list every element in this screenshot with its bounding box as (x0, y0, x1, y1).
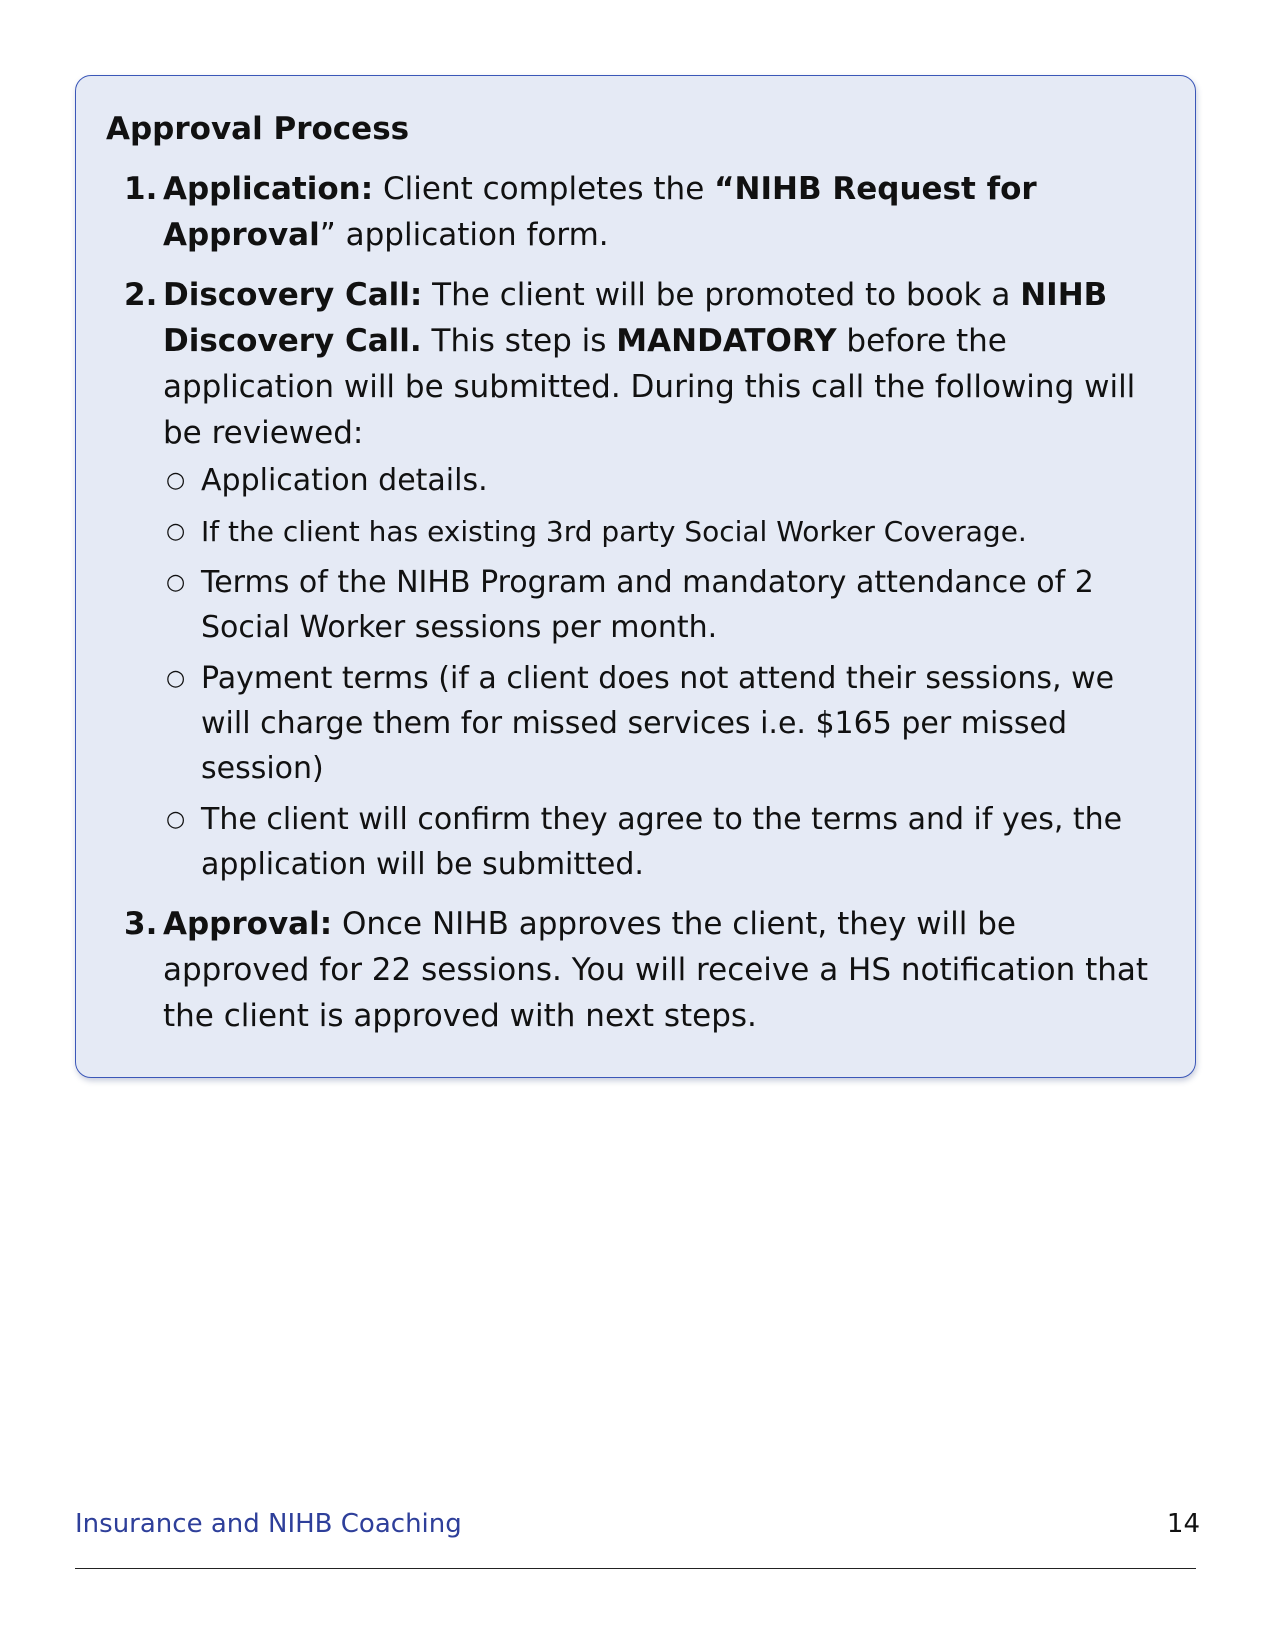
step-text: application form. (335, 217, 609, 253)
hollow-bullet-icon: ○ (166, 570, 186, 595)
footer-document-title: Insurance and NIHB Coaching (75, 1509, 462, 1539)
step-discovery-call (106, 272, 1157, 887)
step-text: before the application will be submitted. During this call the following will be reviewed: (163, 323, 1136, 451)
step-application (106, 166, 1157, 258)
review-items-list (163, 458, 1157, 887)
step-number: 2. (124, 277, 158, 313)
list-item: ○ If the client has existing 3rd party Social Worker Coverage. (163, 509, 1157, 554)
hollow-bullet-icon: ○ (166, 807, 186, 832)
step-number: 3. (124, 906, 158, 942)
quote-open: “ (714, 171, 735, 207)
footer-divider (75, 1568, 1196, 1569)
call-name: NIHB Discovery Call. (163, 277, 1108, 359)
hollow-bullet-icon: ○ (166, 519, 186, 544)
step-label: Discovery Call: (163, 277, 423, 313)
step-text: The client will be promoted to book a (422, 277, 1021, 313)
step-label: Approval: (163, 906, 333, 942)
step-approval (106, 901, 1157, 1039)
step-label: Application: (163, 171, 374, 207)
step-text: This step is (421, 323, 617, 359)
step-text: Client completes the (373, 171, 715, 207)
callout-title: Approval Process (106, 111, 410, 147)
list-item: ○ Application details. (163, 458, 1157, 503)
mandatory-emphasis: MANDATORY (616, 323, 837, 359)
hollow-bullet-icon: ○ (166, 666, 186, 691)
list-item: ○ The client will confirm they agree to the terms and if yes, the application will be submitted. (163, 797, 1157, 887)
hollow-bullet-icon: ○ (166, 468, 186, 493)
approval-steps-list (106, 166, 1157, 1039)
footer-page-number: 14 (1166, 1509, 1200, 1539)
list-item: ○ Payment terms (if a client does not attend their sessions, we will charge them for missed services i.e. $165 per missed session) (163, 656, 1157, 791)
step-number: 1. (124, 171, 158, 207)
list-item: ○ Terms of the NIHB Program and mandatory attendance of 2 Social Worker sessions per month. (163, 560, 1157, 650)
step-text: Once NIHB approves the client, they will be approved for 22 sessions. You will receive a HS notification that the client is approved with next steps. (163, 906, 1149, 1034)
form-name: NIHB Request for Approval (163, 171, 1037, 253)
approval-process-callout (75, 75, 1196, 1078)
quote-close: ” (319, 217, 336, 253)
